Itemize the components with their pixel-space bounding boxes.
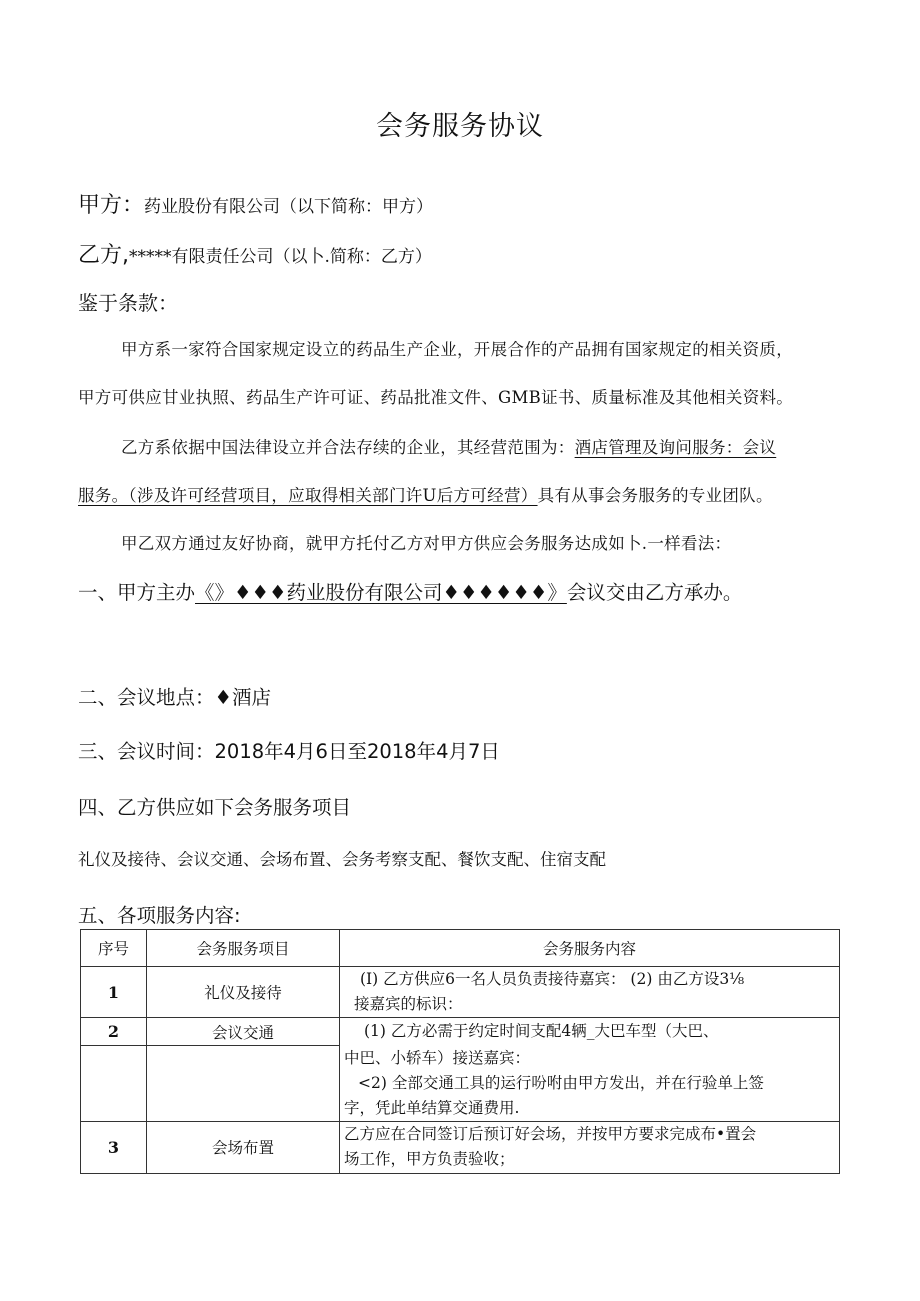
header-content: 会务服务内容: [340, 930, 840, 967]
row-content-line: 字，凭此单结算交通费用.: [344, 1098, 520, 1117]
license-note-underlined: 服务。（涉及许可经营项目，应取得相关部门许U后方可经营）: [78, 486, 538, 505]
table-row: [81, 1046, 840, 1122]
table-row: [81, 1121, 840, 1173]
para1-line1: 甲方系一家符合国家规定设立的药品生产企业，开展合作的产品拥有国家规定的相关资质，: [121, 340, 793, 359]
row-content-line: 接嘉宾的标识：: [354, 995, 463, 1013]
row-item: [147, 1046, 340, 1122]
party-b-line: [78, 238, 432, 269]
row-content: [340, 1046, 840, 1122]
clause-4: 四、乙方供应如下会务服务项目: [78, 796, 352, 819]
row-item: 会场布置: [147, 1121, 340, 1173]
party-a-label: 甲方：: [78, 193, 145, 218]
para2-line2: [78, 482, 773, 506]
header-item: 会务服务项目: [147, 930, 340, 967]
table-header-row: [81, 930, 840, 967]
clause-1: [78, 577, 742, 605]
row-no: 2: [81, 1018, 147, 1046]
row-no: [81, 1046, 147, 1122]
party-a-line: [78, 188, 433, 219]
row-no: 1: [81, 967, 147, 1018]
clause-2: 二、会议地点：♦酒店: [78, 686, 271, 709]
row-content-line: (I) 乙方供应6一名人员负责接待嘉宾： (2) 由乙方设3⅛: [360, 970, 745, 988]
row-content-line: 场工作，甲方负责验收；: [344, 1150, 515, 1168]
service-table: [80, 929, 840, 1174]
para3: 甲乙双方通过友好协商，就甲方托付乙方对甲方供应会务服务达成如卜.一样看法：: [121, 534, 732, 553]
para1-line2: 甲方可供应甘业执照、药品生产许可证、药品批准文件、GMB证书、质量标准及其他相关资料。: [78, 388, 794, 407]
clause-1-suffix: 会议交由乙方承办。: [566, 581, 743, 604]
party-b-text: *****有限责任公司（以卜.简称：乙方）: [129, 247, 432, 267]
table-row: [81, 967, 840, 1018]
business-scope-underlined: 酒店管理及询问服务：会议: [574, 438, 777, 457]
clause-1-meeting-name: 《》♦♦♦药业股份有限公司♦♦♦♦♦♦》: [195, 581, 567, 604]
party-b-label: 乙方,: [78, 243, 129, 268]
row-item: 礼仪及接待: [147, 967, 340, 1018]
party-a-text: 药业股份有限公司（以下简称：甲方）: [144, 197, 434, 217]
row-content-line: <2) 全部交通工具的运行吩咐由甲方发出，并在行验单上签: [358, 1073, 764, 1092]
clause-1-prefix: 一、甲方主办: [78, 581, 196, 604]
row-content: [340, 967, 840, 1018]
considering-heading: 鉴于条款：: [78, 291, 178, 315]
services-list: 礼仪及接待、会议交通、会场布置、会务考察支配、餐饮支配、住宿支配: [78, 850, 606, 869]
row-content-line: 乙方应在合同签订后预订好会场，并按甲方要求完成布•置会: [344, 1125, 757, 1143]
header-no: 序号: [81, 930, 147, 967]
para2-line1-text: 乙方系依据中国法律设立并合法存续的企业，其经营范围为：: [121, 438, 575, 457]
para2-line1: [121, 434, 776, 458]
clause-3: 三、会议时间：2018年4月6日至2018年4月7日: [78, 740, 500, 763]
row-content: [340, 1121, 840, 1173]
para2-line2-text: 具有从事会务服务的专业团队。: [537, 486, 773, 505]
row-content-line: (1) 乙方必需于约定时间支配4辆_大巴车型（大巴、: [364, 1022, 719, 1041]
row-item: 会议交通: [147, 1018, 340, 1046]
row-no: 3: [81, 1121, 147, 1173]
document-title: 会务服务协议: [376, 111, 544, 142]
table-row: [81, 1018, 840, 1046]
row-content: [340, 1018, 840, 1046]
clause-5: 五、各项服务内容:: [78, 904, 241, 927]
row-content-line: 中巴、小轿车）接送嘉宾：: [344, 1048, 531, 1067]
